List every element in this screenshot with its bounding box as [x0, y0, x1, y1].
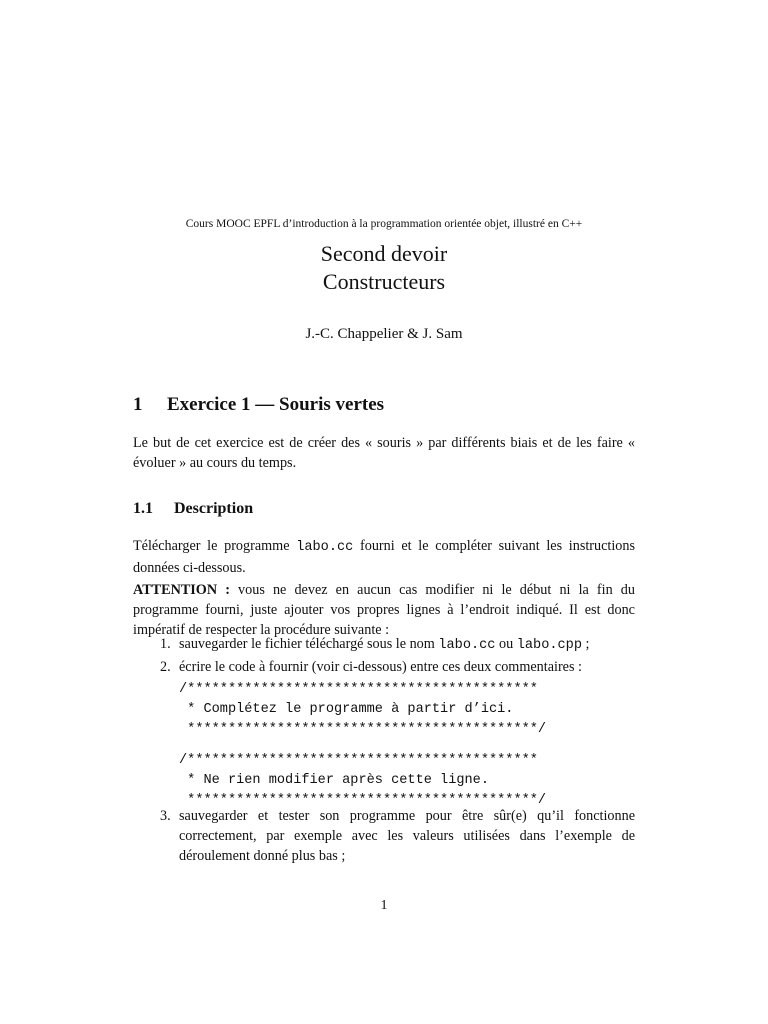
download-paragraph	[133, 536, 635, 578]
page-number: 1	[380, 898, 388, 913]
step1-mid: ou	[495, 636, 517, 652]
list-item	[160, 657, 635, 677]
document-title: Second devoir	[320, 241, 448, 266]
warning-text: vous ne devez en aucun cas modifier ni le début ni la fin du programme fourni, juste ajouter vos propres lignes à l’endroit indiqué. Il est donc impératif de respecter la procédure suivante :	[133, 582, 635, 638]
list-item-number: 2.	[160, 659, 171, 675]
list-item-number: 1.	[160, 636, 171, 652]
p1-text-after: fourni et le compléter suivant les instructions données ci-dessous.	[133, 538, 636, 576]
document-subtitle: Constructeurs	[322, 269, 446, 294]
section-heading	[133, 394, 384, 416]
list-item-text: sauvegarder et tester son programme pour être sûr(e) qu’il fonctionne correctement, par exemple avec les valeurs utilisées dans l’exemple de déroulement donné plus bas ;	[179, 808, 635, 864]
course-header: Cours MOOC EPFL d’introduction à la programmation orientée objet, illustré en C++	[185, 218, 583, 230]
step1-filename-cc: labo.cc	[438, 638, 496, 653]
section-number: 1	[133, 394, 143, 415]
section-title: Exercice 1 — Souris vertes	[167, 394, 385, 415]
subsection-title: Description	[174, 500, 254, 517]
authors: J.-C. Chappelier & J. Sam	[305, 326, 463, 342]
code-block-end-marker: /******************************************* * Ne rien modifier après cette ligne. *******************************************/	[179, 753, 547, 808]
subsection-number: 1.1	[133, 500, 153, 517]
p1-filename: labo.cc	[296, 540, 354, 555]
list-item-number: 3.	[160, 808, 171, 824]
section-intro: Le but de cet exercice est de créer des « souris » par différents biais et de les faire « évoluer » au cours du temps.	[133, 435, 635, 471]
p1-text-before: Télécharger le programme	[133, 538, 297, 554]
list-item-text: écrire le code à fournir (voir ci-dessous) entre ces deux commentaires :	[179, 659, 582, 675]
list-item	[160, 634, 635, 656]
step1-after: ;	[582, 636, 590, 652]
list-item-text	[179, 634, 635, 656]
subsection-heading	[133, 500, 253, 518]
code-block-start-marker: /******************************************* * Complétez le programme à partir d’ici. *******************************************/	[179, 682, 547, 737]
step1-filename-cpp: labo.cpp	[516, 638, 582, 653]
step1-before: sauvegarder le fichier téléchargé sous le nom	[179, 636, 439, 652]
warning-label: ATTENTION :	[133, 582, 230, 598]
list-item	[160, 806, 635, 866]
warning-paragraph	[133, 580, 635, 640]
